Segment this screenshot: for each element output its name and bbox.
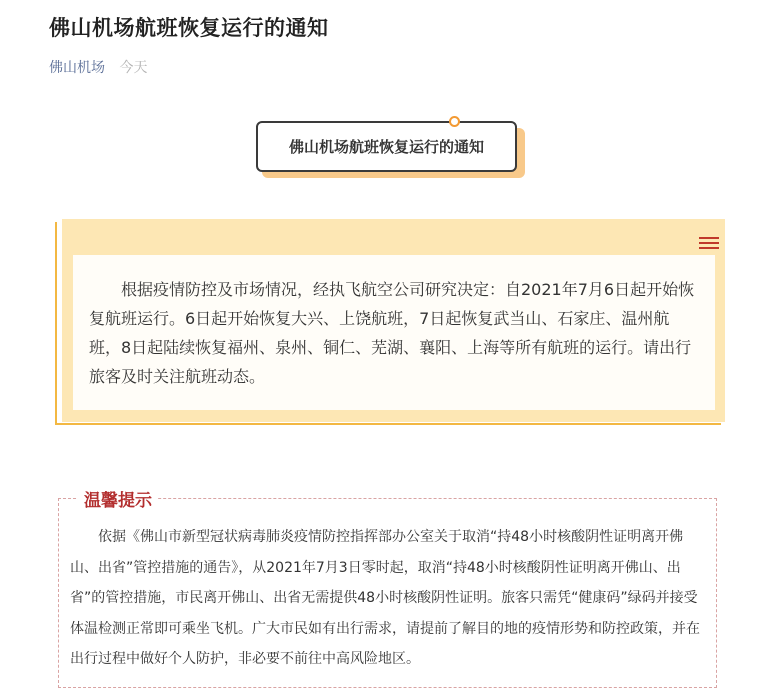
account-name-link[interactable]: 佛山机场 — [49, 60, 105, 76]
article-meta — [49, 57, 147, 77]
tip-title: 温馨提示 — [78, 489, 158, 513]
menu-icon — [699, 237, 719, 249]
publish-date: 今天 — [119, 60, 148, 76]
banner-title: 佛山机场航班恢复运行的通知 — [256, 121, 517, 172]
tip-text: 依据《佛山市新型冠状病毒肺炎疫情防控指挥部办公室关于取消“持48小时核酸阴性证明离开佛山、出省”管控措施的通告》，从2021年7月3日零时起，取消“持48小时核酸阴性证明离开佛山、出省”的管控措施，市民离开佛山、出省无需提供48小时核酸阴性证明。旅客只需凭“健康码”绿码并接受体温检测正常即可乘坐飞机。广大市民如有出行需求，请提前了解目的地的疫情形势和防控政策，并在出行过程中做好个人防护，非必要不前往中高风险地区。 — [70, 529, 700, 667]
article-title: 佛山机场航班恢复运行的通知 — [49, 16, 329, 40]
banner-dot-icon — [449, 116, 460, 127]
notice-text: 根据疫情防控及市场情况，经执飞航空公司研究决定：自2021年7月6日起开始恢复航班运行。6日起开始恢复大兴、上饶航班，7日起恢复武当山、石家庄、温州航班，8日起陆续恢复福州、泉州、铜仁、芜湖、襄阳、上海等所有航班的运行。请出行旅客及时关注航班动态。 — [73, 255, 715, 410]
